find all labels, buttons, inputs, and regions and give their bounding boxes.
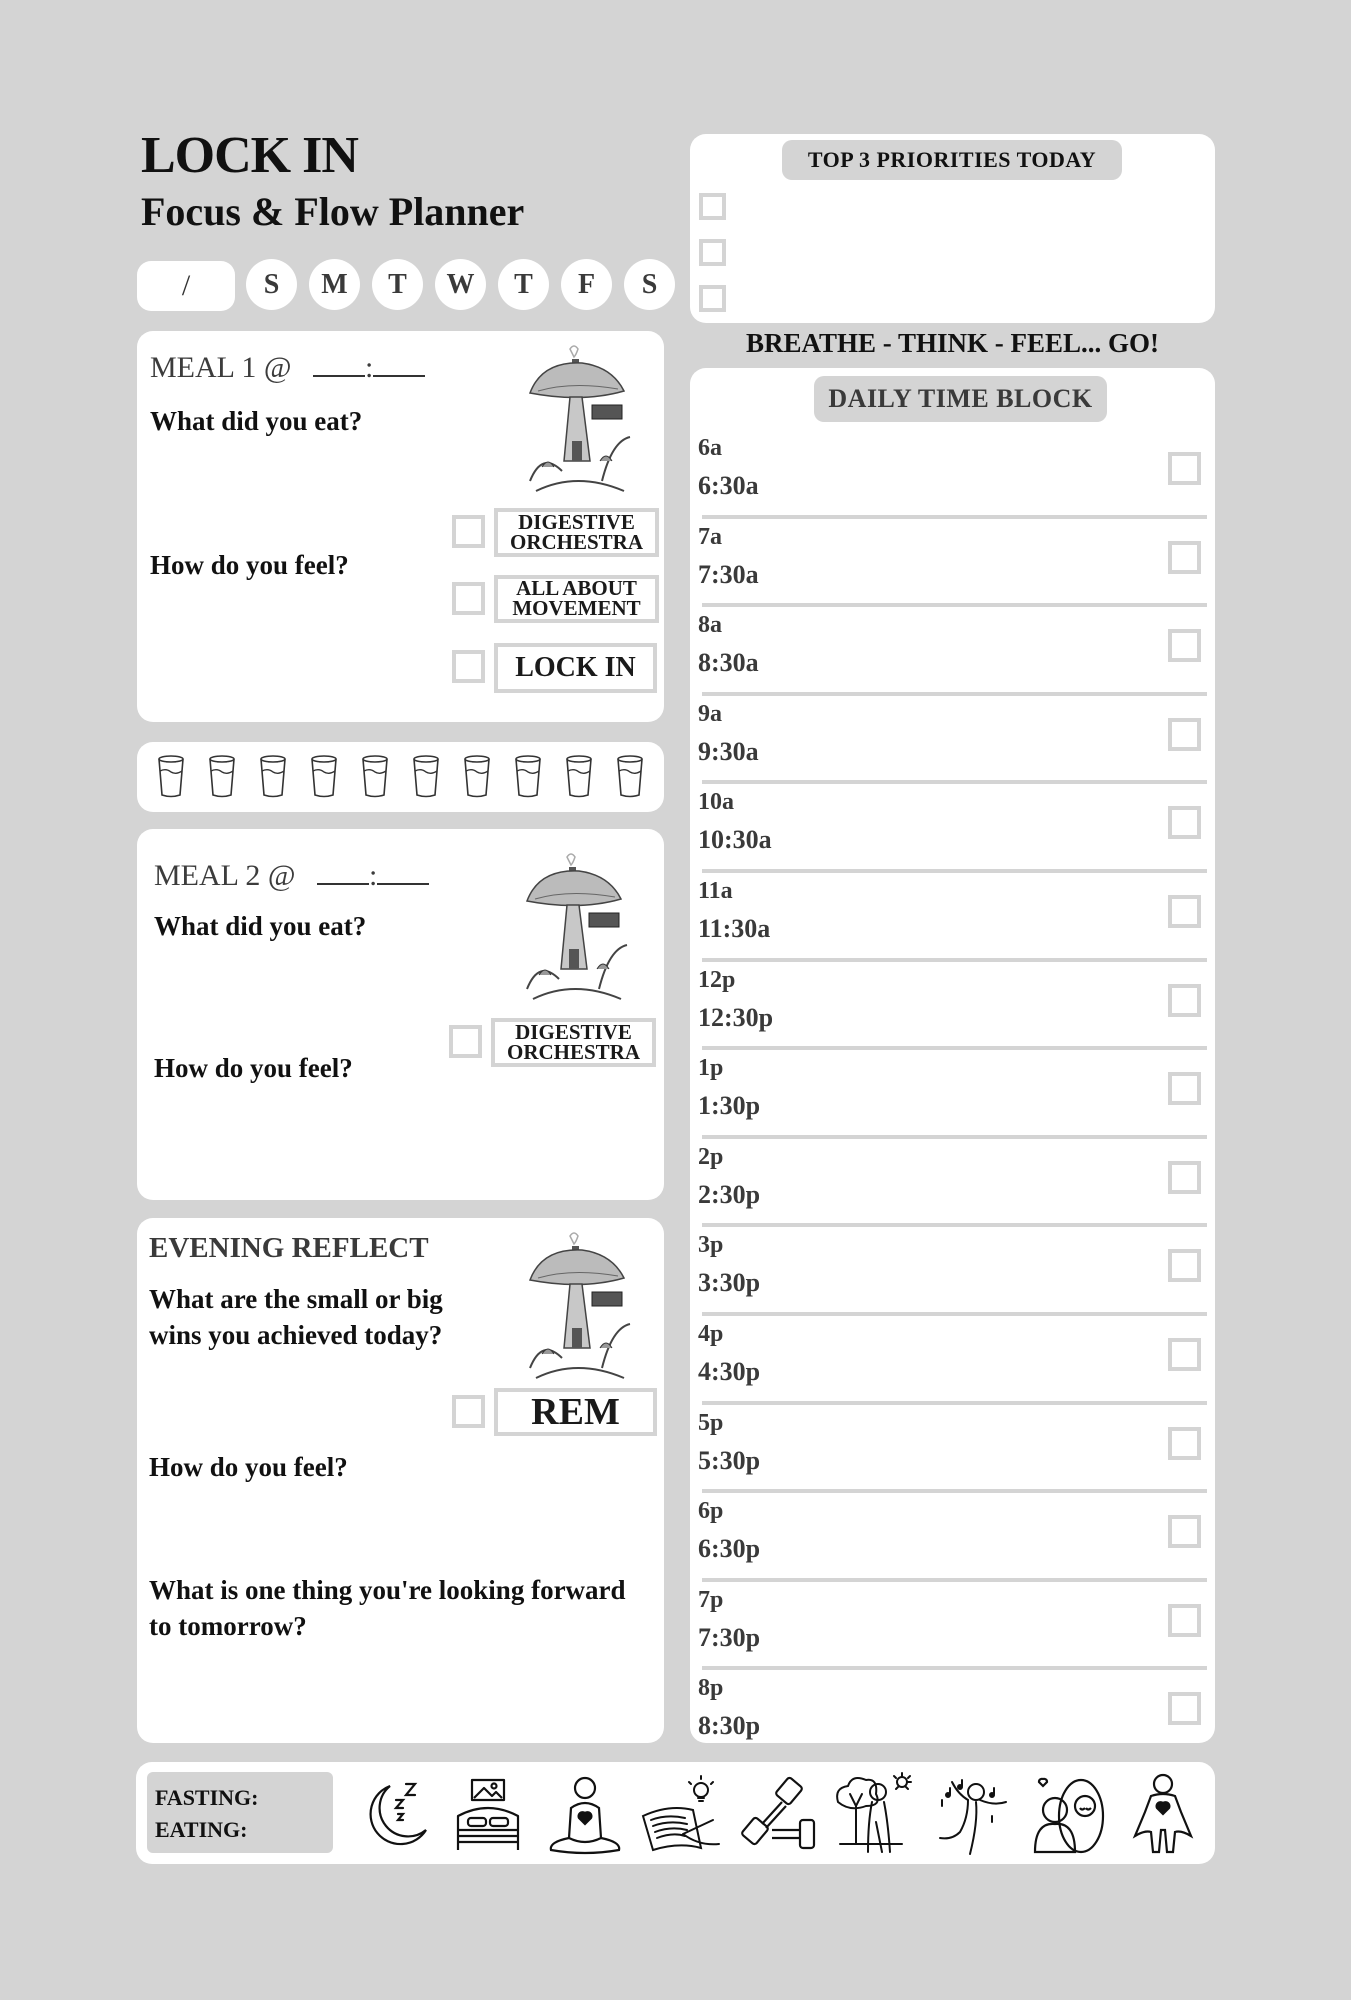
- time-slot-divider: [702, 1135, 1207, 1139]
- evening-title: EVENING REFLECT: [149, 1232, 429, 1264]
- meal-1-tag-digestive-orchestra: DIGESTIVE ORCHESTRA: [494, 508, 659, 557]
- water-glass-icon[interactable]: [463, 755, 491, 799]
- time-slot-half-hour: 6:30p: [698, 1534, 761, 1564]
- nature-walk-icon[interactable]: [832, 1772, 916, 1856]
- habit-icons-row: [350, 1768, 1205, 1860]
- water-glass-icon[interactable]: [361, 755, 389, 799]
- meal-1-label: [150, 351, 425, 385]
- evening-question-wins: What are the small or big wins you achieved today?: [149, 1284, 443, 1350]
- time-slot-checkbox[interactable]: [1168, 895, 1201, 928]
- time-separator: :: [369, 859, 378, 892]
- meal-1-question-feel: How do you feel?: [150, 550, 349, 580]
- time-slot[interactable]: [698, 698, 1205, 787]
- meditation-heart-icon[interactable]: [543, 1772, 627, 1856]
- sleep-moon-icon[interactable]: [350, 1772, 434, 1856]
- meal-2-card: [137, 829, 664, 1200]
- time-slot-divider: [702, 1312, 1207, 1316]
- time-slot-divider: [702, 692, 1207, 696]
- meal-1-question-eat: What did you eat?: [150, 406, 363, 436]
- fasting-label[interactable]: FASTING:: [155, 1785, 259, 1810]
- time-slot[interactable]: [698, 1672, 1205, 1761]
- time-slot-divider: [702, 780, 1207, 784]
- time-slot-checkbox[interactable]: [1168, 452, 1201, 485]
- page-subtitle: Focus & Flow Planner: [141, 189, 525, 234]
- mushroom-house-illustration: [512, 341, 642, 501]
- priority-checkbox-3[interactable]: [699, 285, 726, 312]
- priorities-title: TOP 3 PRIORITIES TODAY: [782, 140, 1122, 180]
- time-slot-hour: 8a: [698, 612, 722, 639]
- time-slot-half-hour: 12:30p: [698, 1002, 774, 1032]
- time-slot-half-hour: 9:30a: [698, 736, 759, 766]
- time-slot[interactable]: [698, 1229, 1205, 1318]
- time-slot[interactable]: [698, 1052, 1205, 1141]
- time-slot[interactable]: [698, 609, 1205, 698]
- time-slot-checkbox[interactable]: [1168, 1338, 1201, 1371]
- time-slot-checkbox[interactable]: [1168, 1604, 1201, 1637]
- priority-checkbox-1[interactable]: [699, 193, 726, 220]
- water-tracker-card: [137, 742, 664, 812]
- time-slot-half-hour: 7:30a: [698, 559, 759, 589]
- water-glass-icon[interactable]: [208, 755, 236, 799]
- time-slot-checkbox[interactable]: [1168, 629, 1201, 662]
- time-slot-divider: [702, 515, 1207, 519]
- time-slot-divider: [702, 1578, 1207, 1582]
- day-monday[interactable]: M: [309, 259, 360, 310]
- evening-tag-rem: REM: [494, 1388, 657, 1436]
- time-slot-divider: [702, 1223, 1207, 1227]
- meal-2-time-input[interactable]: [317, 859, 429, 893]
- time-slot-half-hour: 4:30p: [698, 1357, 761, 1386]
- time-slot-checkbox[interactable]: [1168, 1515, 1201, 1548]
- date-separator: /: [181, 269, 191, 302]
- time-slot-half-hour: 3:30p: [698, 1268, 761, 1298]
- time-slot-checkbox[interactable]: [1168, 1161, 1201, 1194]
- time-slot-checkbox[interactable]: [1168, 1072, 1201, 1105]
- meal-2-tag-digestive-orchestra: DIGESTIVE ORCHESTRA: [491, 1018, 656, 1067]
- superhero-heart-icon[interactable]: [1121, 1772, 1205, 1856]
- water-glass-icon[interactable]: [565, 755, 593, 799]
- water-glass-icon[interactable]: [157, 755, 185, 799]
- evening-reflect-card: [137, 1218, 664, 1743]
- time-slot-half-hour: 5:30p: [698, 1445, 761, 1475]
- time-slot-checkbox[interactable]: [1168, 718, 1201, 751]
- water-glass-icon[interactable]: [514, 755, 542, 799]
- mushroom-house-illustration: [509, 849, 639, 1009]
- water-glass-icon[interactable]: [616, 755, 644, 799]
- time-slot-hour: 6a: [698, 435, 722, 461]
- mushroom-house-illustration: [512, 1228, 642, 1388]
- time-slot[interactable]: [698, 432, 1205, 521]
- time-slot-hour: 5p: [698, 1409, 724, 1436]
- meal-2-checkbox-digestive[interactable]: [449, 1025, 482, 1058]
- time-slot-hour: 6p: [698, 1498, 724, 1525]
- date-input[interactable]: [137, 261, 235, 311]
- time-slot[interactable]: [698, 964, 1205, 1053]
- time-slot[interactable]: [698, 875, 1205, 964]
- time-slot-hour: 3p: [698, 1232, 724, 1259]
- mirror-self-love-icon[interactable]: [1025, 1772, 1109, 1856]
- time-slot-divider: [702, 1489, 1207, 1493]
- evening-question-forward: What is one thing you're looking forward to tomorrow?: [149, 1575, 626, 1641]
- time-slot-checkbox[interactable]: [1168, 1692, 1201, 1725]
- time-slot[interactable]: [698, 1141, 1205, 1230]
- time-slot[interactable]: [698, 1584, 1205, 1673]
- water-glasses-row: [137, 742, 664, 812]
- meal-1-tag-all-about-movement: ALL ABOUT MOVEMENT: [494, 575, 659, 623]
- fasting-eating-box: [147, 1772, 333, 1853]
- time-separator: :: [365, 351, 374, 384]
- time-slot-half-hour: 1:30p: [698, 1091, 761, 1121]
- time-slot-checkbox[interactable]: [1168, 806, 1201, 839]
- evening-checkbox-rem[interactable]: [452, 1395, 485, 1428]
- day-sunday[interactable]: S: [246, 259, 297, 310]
- bed-icon[interactable]: [446, 1772, 530, 1856]
- time-slot-checkbox[interactable]: [1168, 1249, 1201, 1282]
- time-slot[interactable]: [698, 1318, 1205, 1407]
- meal-1-checkbox-digestive[interactable]: [452, 515, 485, 548]
- time-slot-hour: 7a: [698, 523, 722, 550]
- meal-1-title: MEAL 1 @: [150, 351, 292, 384]
- journal-idea-icon[interactable]: [639, 1772, 723, 1856]
- time-slot-hour: 8p: [698, 1675, 724, 1702]
- time-slot-half-hour: 2:30p: [698, 1179, 761, 1209]
- time-slot-divider: [702, 958, 1207, 962]
- time-slot-hour: 10a: [698, 789, 734, 816]
- time-slot-checkbox[interactable]: [1168, 1427, 1201, 1460]
- evening-question-feel: How do you feel?: [149, 1452, 348, 1482]
- day-thursday[interactable]: T: [498, 259, 549, 310]
- water-glass-icon[interactable]: [412, 755, 440, 799]
- time-slot-half-hour: 10:30a: [698, 825, 772, 855]
- time-slot-half-hour: 6:30a: [698, 471, 759, 500]
- dumbbells-icon[interactable]: [736, 1772, 820, 1856]
- time-slot-hour: 1p: [698, 1055, 724, 1082]
- meal-1-card: [137, 331, 664, 722]
- daily-time-block-card: [690, 368, 1215, 1743]
- time-slot-divider: [702, 1666, 1207, 1670]
- meal-2-question-feel: How do you feel?: [154, 1053, 353, 1083]
- dance-music-icon[interactable]: [928, 1772, 1012, 1856]
- page-title: LOCK IN: [141, 127, 358, 184]
- time-slot[interactable]: [698, 1407, 1205, 1496]
- priority-checkbox-2[interactable]: [699, 239, 726, 266]
- time-slot[interactable]: [698, 786, 1205, 875]
- day-friday[interactable]: F: [561, 259, 612, 310]
- time-slot-hour: 9a: [698, 700, 722, 727]
- time-slot-divider: [702, 869, 1207, 873]
- time-slot-half-hour: 7:30p: [698, 1622, 761, 1652]
- motto: BREATHE - THINK - FEEL... GO!: [745, 328, 1160, 358]
- time-slot-hour: 7p: [698, 1586, 724, 1613]
- time-slot[interactable]: [698, 1495, 1205, 1584]
- time-slot-divider: [702, 1401, 1207, 1405]
- meal-2-title: MEAL 2 @: [154, 859, 296, 892]
- time-slot[interactable]: [698, 521, 1205, 610]
- time-slot-divider: [702, 603, 1207, 607]
- water-glass-icon[interactable]: [310, 755, 338, 799]
- time-slot-divider: [702, 1046, 1207, 1050]
- time-block-title: DAILY TIME BLOCK: [814, 376, 1107, 422]
- time-slot-checkbox[interactable]: [1168, 984, 1201, 1017]
- day-wednesday[interactable]: W: [435, 259, 486, 310]
- day-tuesday[interactable]: T: [372, 259, 423, 310]
- eating-label[interactable]: EATING:: [155, 1816, 248, 1842]
- water-glass-icon[interactable]: [259, 755, 287, 799]
- day-saturday[interactable]: S: [624, 259, 675, 310]
- time-slot-half-hour: 8:30a: [698, 648, 759, 678]
- meal-1-time-input[interactable]: [313, 351, 425, 385]
- meal-2-label: [154, 859, 429, 893]
- time-slot-half-hour: 11:30a: [698, 914, 771, 943]
- meal-2-question-eat: What did you eat?: [154, 911, 367, 941]
- weekday-selector: [246, 259, 675, 310]
- time-slot-half-hour: 8:30p: [698, 1711, 761, 1741]
- meal-1-tag-lock-in: LOCK IN: [494, 643, 657, 693]
- time-slot-hour: 2p: [698, 1143, 724, 1170]
- time-slot-hour: 12p: [698, 966, 736, 993]
- time-slot-hour: 4p: [698, 1321, 724, 1347]
- time-slot-checkbox[interactable]: [1168, 541, 1201, 574]
- meal-1-checkbox-lock-in[interactable]: [452, 650, 485, 683]
- priorities-card: [690, 134, 1215, 323]
- time-slot-hour: 11a: [698, 878, 733, 904]
- meal-1-checkbox-movement[interactable]: [452, 582, 485, 615]
